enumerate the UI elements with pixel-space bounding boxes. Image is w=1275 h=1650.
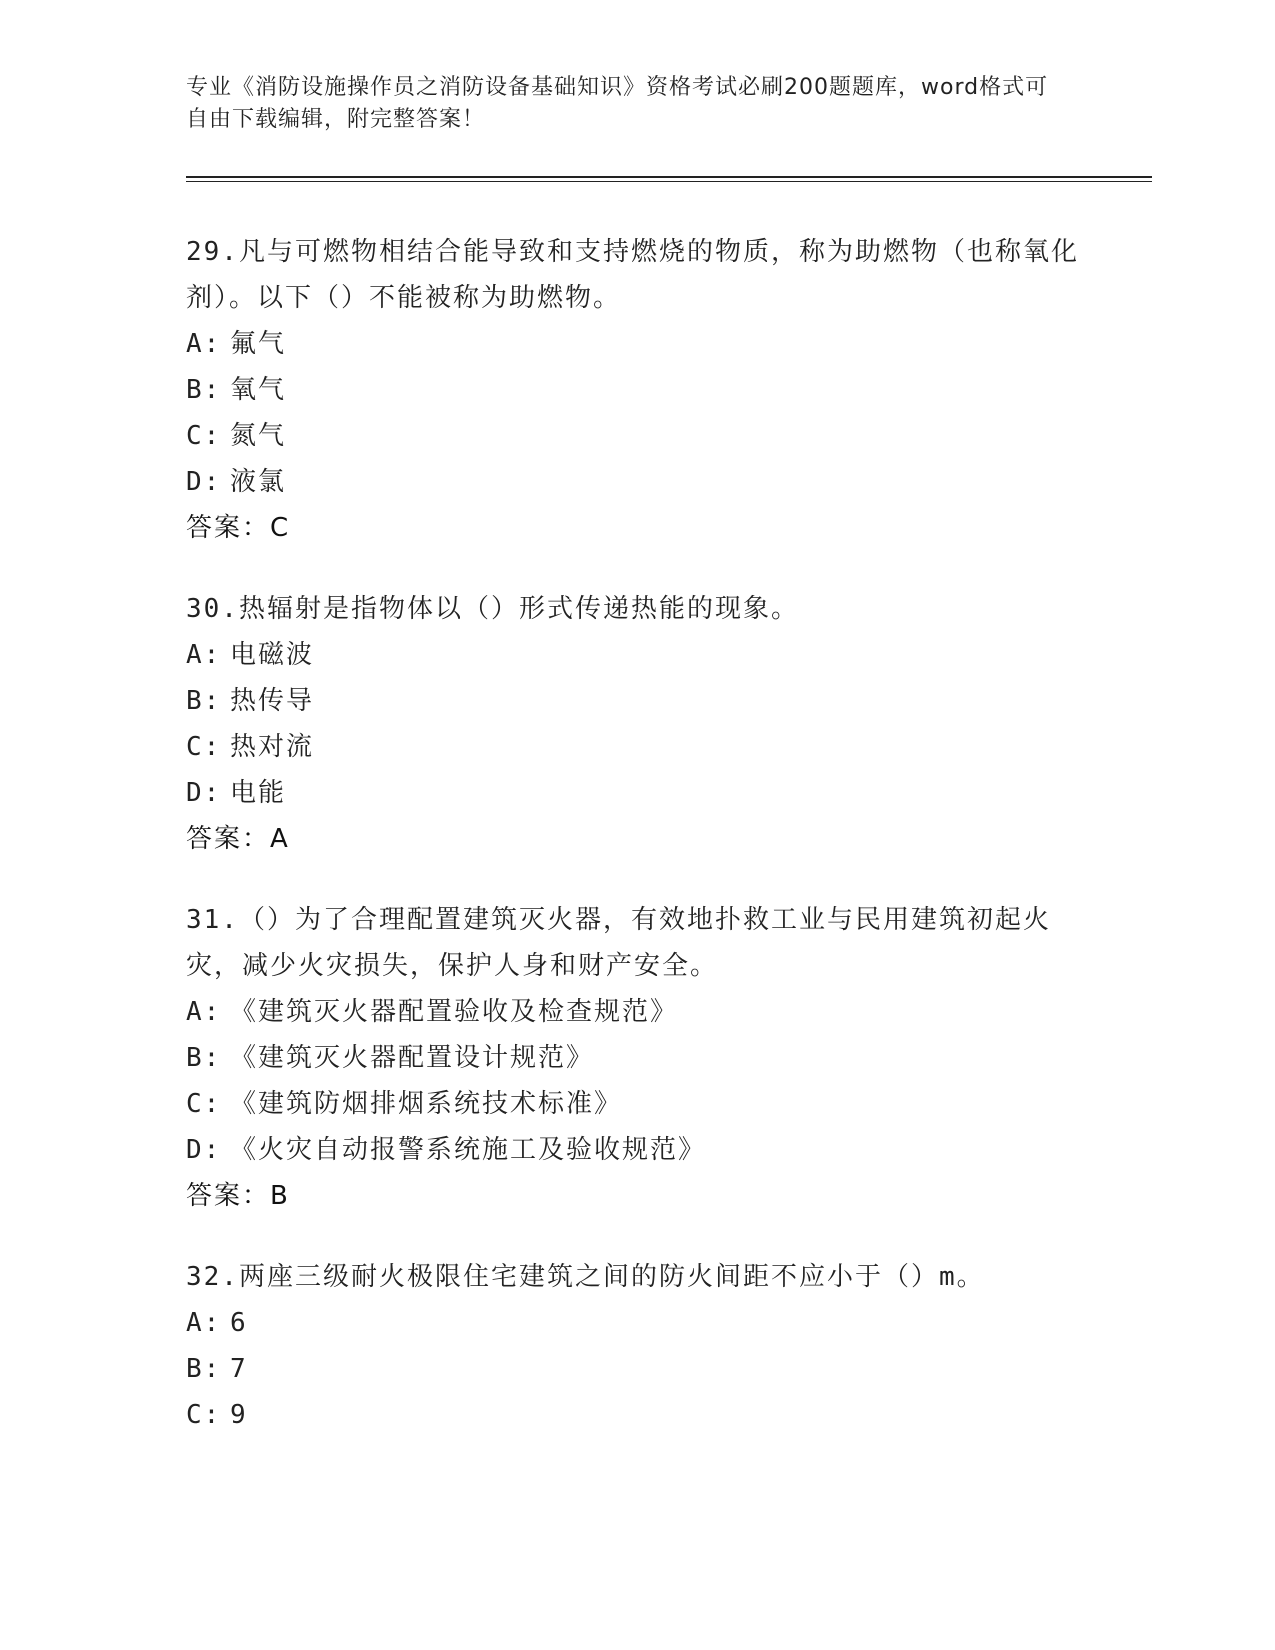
- option-c: [186, 1081, 1086, 1127]
- option-letter: D:: [186, 1135, 222, 1165]
- option-b: [186, 1346, 1086, 1392]
- option-letter: B:: [186, 686, 222, 716]
- option-a: [186, 321, 1086, 367]
- option-c: [186, 724, 1086, 770]
- option-text: 氮气: [230, 421, 287, 451]
- option-text: 热对流: [230, 732, 315, 762]
- option-letter: A:: [186, 329, 222, 359]
- option-d: [186, 770, 1086, 816]
- question-29: [186, 229, 1086, 551]
- option-letter: D:: [186, 778, 222, 808]
- option-letter: B:: [186, 1043, 222, 1073]
- option-text: 氧气: [230, 375, 287, 405]
- option-d: [186, 1127, 1086, 1173]
- option-text: 9: [230, 1400, 248, 1430]
- option-text: 6: [230, 1308, 248, 1338]
- option-text: 电能: [230, 778, 287, 808]
- option-a: [186, 632, 1086, 678]
- option-letter: C:: [186, 421, 222, 451]
- option-letter: A:: [186, 1308, 222, 1338]
- option-text: 《建筑灭火器配置验收及检查规范》: [230, 997, 679, 1027]
- answer-line: 答案：B: [186, 1181, 290, 1211]
- answer-line: 答案：A: [186, 824, 290, 854]
- option-c: [186, 1392, 1086, 1438]
- option-text: 7: [230, 1354, 248, 1384]
- option-b: [186, 1035, 1086, 1081]
- question-31: [186, 897, 1086, 1219]
- question-list: [186, 229, 1086, 1473]
- option-text: 电磁波: [230, 640, 315, 670]
- option-letter: D:: [186, 467, 222, 497]
- question-stem: 31.（）为了合理配置建筑灭火器，有效地扑救工业与民用建筑初起火灾，减少火灾损失，保护人身和财产安全。: [186, 905, 1051, 981]
- option-text: 《建筑防烟排烟系统技术标准》: [230, 1089, 623, 1119]
- option-text: 《建筑灭火器配置设计规范》: [230, 1043, 595, 1073]
- option-b: [186, 678, 1086, 724]
- question-stem: 30.热辐射是指物体以（）形式传递热能的现象。: [186, 594, 799, 624]
- option-letter: C:: [186, 732, 222, 762]
- option-letter: B:: [186, 1354, 222, 1384]
- header-divider-thick: [186, 176, 1152, 178]
- option-a: [186, 1300, 1086, 1346]
- option-letter: C:: [186, 1089, 222, 1119]
- answer-line: 答案：C: [186, 513, 291, 543]
- option-c: [186, 413, 1086, 459]
- question-stem: 32.两座三级耐火极限住宅建筑之间的防火间距不应小于（）m。: [186, 1262, 985, 1292]
- question-30: [186, 586, 1086, 862]
- option-b: [186, 367, 1086, 413]
- question-32: [186, 1254, 1086, 1438]
- option-a: [186, 989, 1086, 1035]
- option-text: 液氯: [230, 467, 287, 497]
- option-letter: B:: [186, 375, 222, 405]
- option-letter: C:: [186, 1400, 222, 1430]
- option-letter: A:: [186, 640, 222, 670]
- option-text: 热传导: [230, 686, 315, 716]
- question-stem: 29.凡与可燃物相结合能导致和支持燃烧的物质，称为助燃物（也称氧化剂）。以下（）不能被称为助燃物。: [186, 237, 1079, 313]
- option-d: [186, 459, 1086, 505]
- option-text: 《火灾自动报警系统施工及验收规范》: [230, 1135, 707, 1165]
- option-letter: A:: [186, 997, 222, 1027]
- document-header: 专业《消防设施操作员之消防设备基础知识》资格考试必刷200题题库，word格式可自由下载编辑，附完整答案！: [186, 75, 1049, 132]
- option-text: 氟气: [230, 329, 287, 359]
- header-divider-thin: [186, 181, 1152, 182]
